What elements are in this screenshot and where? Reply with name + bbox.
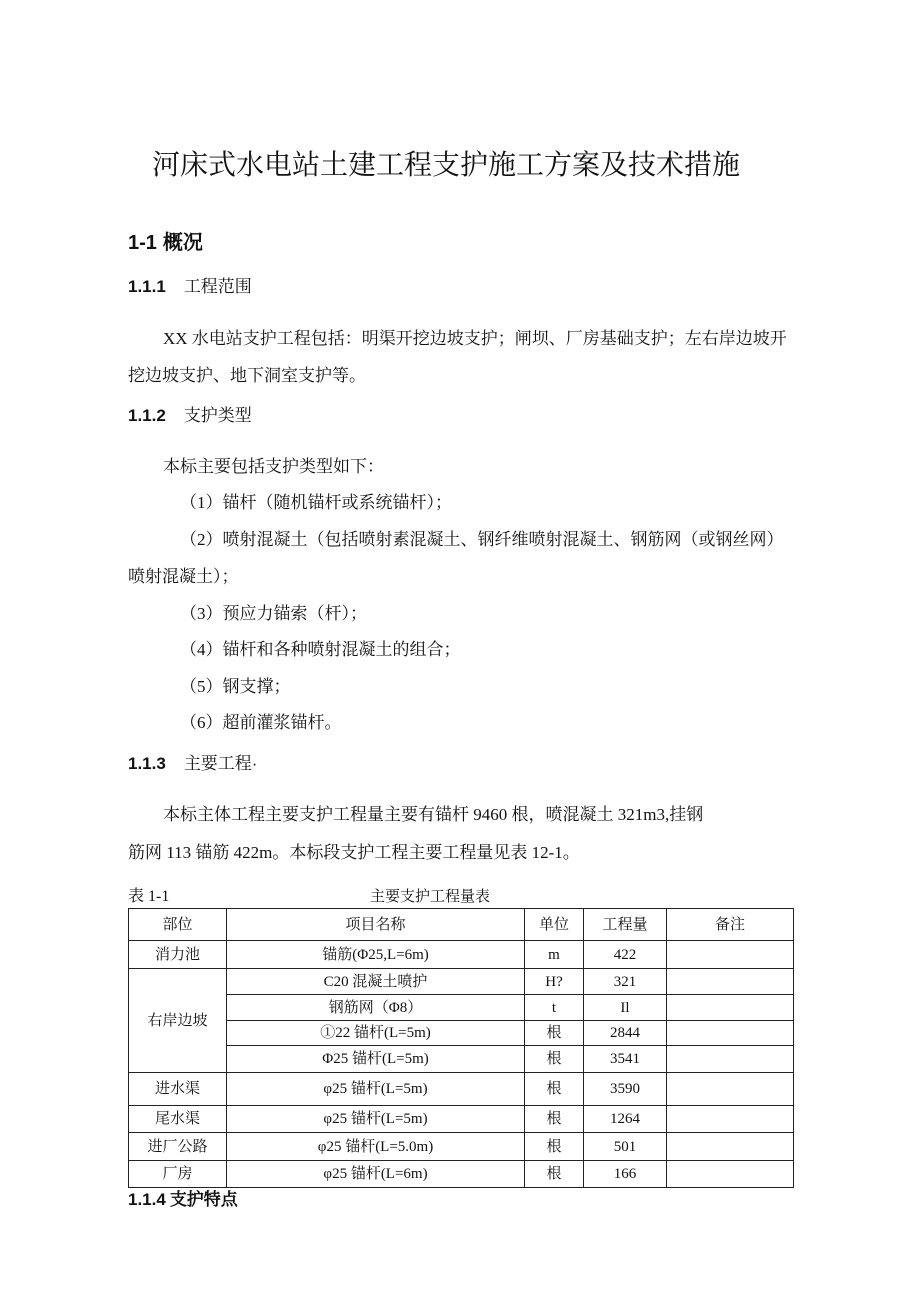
cell-unit: 根 [525, 1021, 584, 1046]
subsection-number: 1.1.1 [128, 277, 166, 296]
table-row [129, 1161, 794, 1188]
header-unit: 单位 [525, 909, 584, 941]
subsection-title: 主要工程· [183, 754, 258, 773]
table-label: 表 1-1 [128, 888, 170, 905]
cell-note [667, 995, 794, 1021]
table-caption: 主要支护工程量表 [369, 889, 490, 905]
cell-item: C20 混凝土喷护 [227, 969, 525, 995]
list-item-continuation: 喷射混凝土）； [128, 567, 239, 586]
table-row [129, 969, 794, 995]
header-note: 备注 [667, 909, 794, 941]
list-item: （4）锚杆和各种喷射混凝土的组合； [180, 640, 461, 659]
cell-note [667, 1161, 794, 1188]
paragraph-line: 筋网 113 锚筋 422m。本标段支护工程主要工程量见表 12-1。 [128, 843, 580, 862]
cell-item: φ25 锚杆(L=5.0m) [227, 1133, 525, 1161]
cell-unit: 根 [525, 1073, 584, 1106]
cell-unit: 根 [525, 1133, 584, 1161]
cell-note [667, 1046, 794, 1073]
table-header-row [129, 909, 794, 941]
cell-part: 进厂公路 [129, 1133, 227, 1161]
support-quantity-table [128, 908, 794, 1188]
cell-quantity: 166 [584, 1161, 667, 1188]
subsection-title: 支护特点 [169, 1190, 238, 1209]
cell-unit: t [525, 995, 584, 1021]
cell-item: φ25 锚杆(L=5m) [227, 1106, 525, 1133]
cell-note [667, 969, 794, 995]
table-row [129, 1133, 794, 1161]
cell-part: 厂房 [129, 1161, 227, 1188]
cell-item: 钢筋网（Φ8） [227, 995, 525, 1021]
table-row [129, 941, 794, 969]
subsection-number: 1.1.3 [128, 754, 166, 773]
subsection-heading-1-1-2 [128, 404, 252, 428]
cell-part: 消力池 [129, 941, 227, 969]
cell-part: 尾水渠 [129, 1106, 227, 1133]
table-row [129, 1021, 794, 1046]
subsection-number: 1.1.4 [128, 1190, 166, 1209]
cell-quantity: Il [584, 995, 667, 1021]
cell-unit: 根 [525, 1161, 584, 1188]
paragraph-line: XX 水电站支护工程包括：明渠开挖边坡支护；闸坝、厂房基础支护；左右岸边坡开 [163, 329, 787, 348]
subsection-title: 工程范围 [183, 277, 252, 296]
cell-quantity: 422 [584, 941, 667, 969]
cell-note [667, 941, 794, 969]
section-number: 1-1 [128, 232, 157, 254]
cell-quantity: 321 [584, 969, 667, 995]
cell-quantity: 501 [584, 1133, 667, 1161]
subsection-title: 支护类型 [183, 406, 252, 425]
header-item: 项目名称 [227, 909, 525, 941]
section-title: 概况 [162, 232, 203, 254]
cell-quantity: 3590 [584, 1073, 667, 1106]
cell-part: 右岸边坡 [129, 969, 227, 1073]
cell-quantity: 3541 [584, 1046, 667, 1073]
header-quantity: 工程量 [584, 909, 667, 941]
subsection-heading-1-1-3 [128, 752, 257, 776]
paragraph-line: 本标主体工程主要支护工程量主要有锚杆 9460 根，喷混凝土 321m3,挂钢 [163, 805, 704, 824]
header-part: 部位 [129, 909, 227, 941]
table-row [129, 1106, 794, 1133]
list-item: （6）超前灌浆锚杆。 [180, 713, 342, 732]
document-title: 河床式水电站土建工程支护施工方案及技术措施 [152, 149, 741, 180]
cell-unit: 根 [525, 1106, 584, 1133]
cell-item: φ25 锚杆(L=5m) [227, 1073, 525, 1106]
cell-note [667, 1021, 794, 1046]
paragraph-line: 挖边坡支护、地下洞室支护等。 [128, 366, 366, 385]
cell-quantity: 1264 [584, 1106, 667, 1133]
cell-unit: m [525, 941, 584, 969]
subsection-number: 1.1.2 [128, 406, 166, 425]
cell-item: ①22 锚杆(L=5m) [227, 1021, 525, 1046]
list-intro: 本标主要包括支护类型如下： [163, 457, 384, 476]
cell-item: φ25 锚杆(L=6m) [227, 1161, 525, 1188]
list-item: （3）预应力锚索（杆）； [180, 604, 367, 623]
table-row [129, 1046, 794, 1073]
list-item: （1）锚杆（随机锚杆或系统锚杆）； [180, 493, 452, 512]
subsection-heading-1-1-1 [128, 275, 252, 299]
cell-item: Φ25 锚杆(L=5m) [227, 1046, 525, 1073]
table-row [129, 1073, 794, 1106]
cell-note [667, 1106, 794, 1133]
list-item: （2）喷射混凝土（包括喷射素混凝土、钢纤维喷射混凝土、钢筋网（或钢丝网） [180, 530, 784, 549]
section-heading-1-1 [128, 230, 203, 256]
cell-note [667, 1073, 794, 1106]
cell-part: 进水渠 [129, 1073, 227, 1106]
cell-quantity: 2844 [584, 1021, 667, 1046]
cell-unit: H? [525, 969, 584, 995]
cell-note [667, 1133, 794, 1161]
cell-unit: 根 [525, 1046, 584, 1073]
table-row [129, 995, 794, 1021]
list-item: （5）钢支撑； [180, 677, 291, 696]
subsection-heading-1-1-4 [128, 1188, 238, 1212]
cell-item: 锚筋(Φ25,L=6m) [227, 941, 525, 969]
